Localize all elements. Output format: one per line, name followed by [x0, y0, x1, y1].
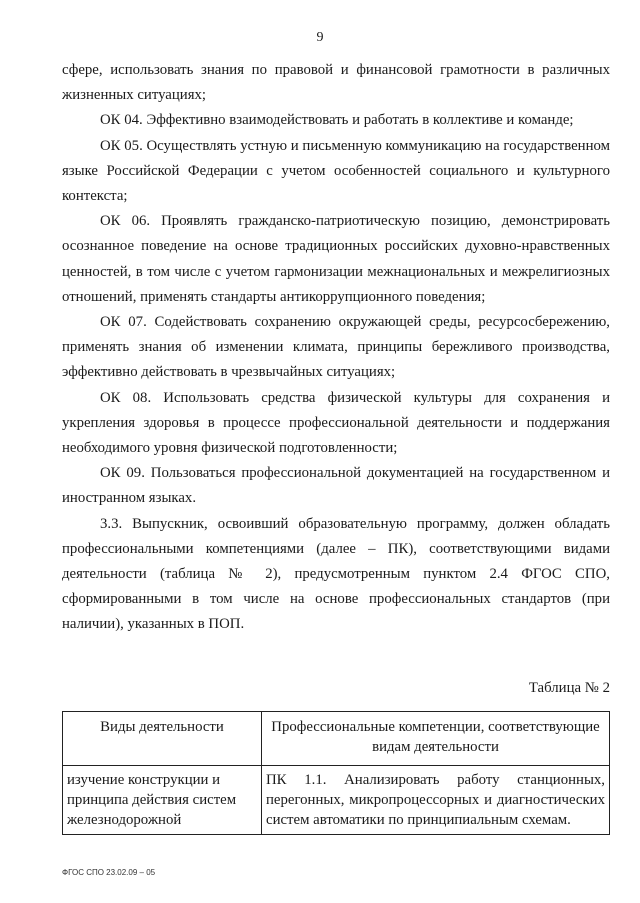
paragraph-ok-06: ОК 06. Проявлять гражданско-патриотическую позицию, демонстрировать осознанное поведение на основе традиционных российских духовно-нравственных ценностей, в том числе с учетом гармонизации межнациональных и межрелигиозных отношений, применять стандарты антикоррупционного поведения; — [62, 213, 610, 305]
paragraph-3-3: 3.3. Выпускник, освоивший образовательную программу, должен обладать профессиональными компетенциями (далее – ПК), соответствующими видами деятельности (таблица № 2), предусмотренным пунктом 2.4 ФГОС СПО, сформированными в том числе на основе профессиональных стандартов (при наличии), указанных в ПОП. — [62, 515, 610, 633]
table-cell-competence: ПК 1.1. Анализировать работу станционных, перегонных, микропроцессорных и диагностических систем автоматики по принципиальным схемам. — [262, 766, 610, 835]
document-footer: ФГОС СПО 23.02.09 – 05 — [62, 868, 156, 877]
table-cell-activity: изучение конструкции и принципа действия систем железнодорожной — [63, 766, 262, 835]
table-header-competence: Профессиональные компетенции, соответствующие видам деятельности — [262, 712, 610, 766]
page-number: 9 — [316, 30, 324, 45]
table-header-row — [63, 712, 610, 766]
paragraph-ok-07: ОК 07. Содействовать сохранению окружающей среды, ресурсосбережению, применять знания об изменении климата, принципы бережливого производства, эффективно действовать в чрезвычайных ситуациях; — [62, 314, 610, 381]
paragraph-ok-05: ОК 05. Осуществлять устную и письменную коммуникацию на государственном языке Российской Федерации с учетом особенностей социального и культурного контекста; — [62, 137, 610, 205]
body-text — [62, 58, 610, 638]
table-caption: Таблица № 2 — [528, 680, 610, 696]
paragraph-ok-08: ОК 08. Использовать средства физической культуры для сохранения и укрепления здоровья в процессе профессиональной деятельности и поддержания необходимого уровня физической подготовленности; — [62, 389, 610, 457]
competencies-table — [62, 711, 610, 835]
table-row — [63, 766, 610, 835]
paragraph-ok-09: ОК 09. Пользоваться профессиональной документацией на государственном и иностранном языках. — [62, 465, 610, 507]
paragraph-ok-04: ОК 04. Эффективно взаимодействовать и работать в коллективе и команде; — [100, 112, 574, 129]
table-header-activity: Виды деятельности — [63, 712, 262, 766]
paragraph-continuation: сфере, использовать знания по правовой и финансовой грамотности в различных жизненных ситуациях; — [62, 62, 610, 104]
